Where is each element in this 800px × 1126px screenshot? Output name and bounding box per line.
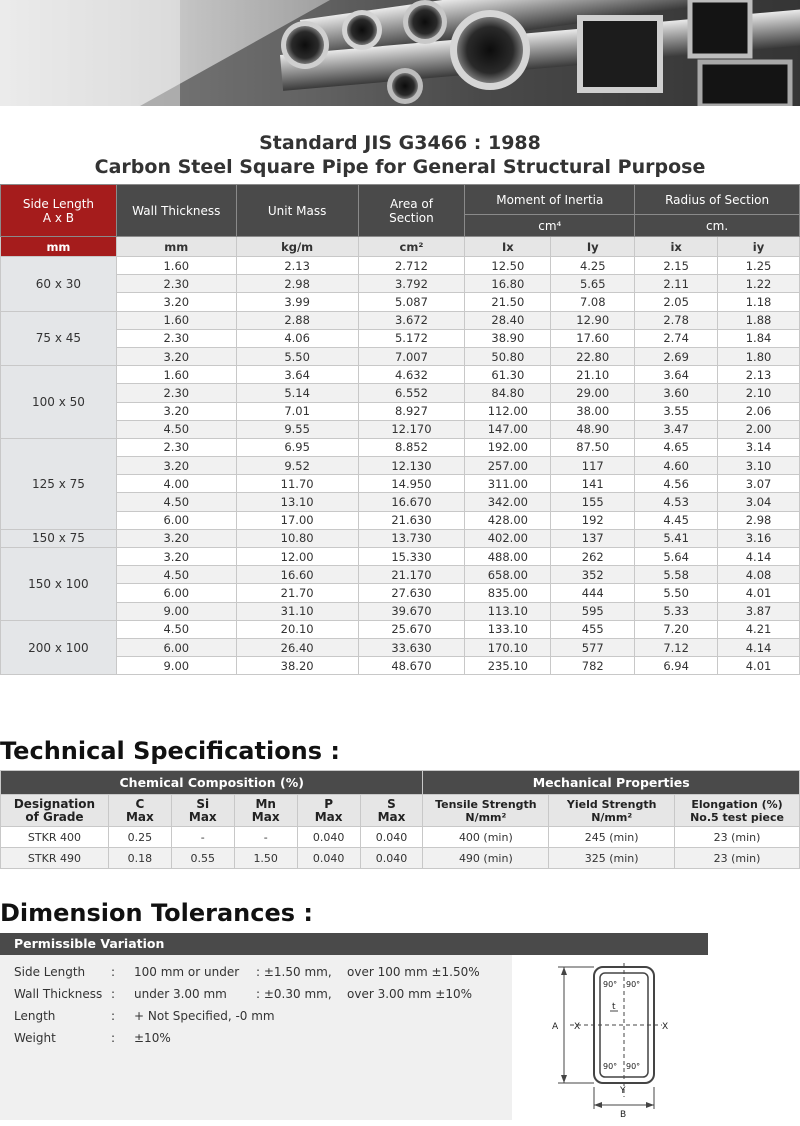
table-cell: 26.40 xyxy=(236,638,358,656)
spec-cell: 0.040 xyxy=(297,848,360,869)
table-cell: 2.30 xyxy=(116,384,236,402)
table-cell: 4.21 xyxy=(718,620,800,638)
table-cell: 3.55 xyxy=(635,402,718,420)
table-row xyxy=(1,384,800,402)
header-radius-of-section: Radius of Section xyxy=(635,185,800,215)
table-cell: 3.14 xyxy=(718,438,800,456)
table-cell: 192 xyxy=(551,511,635,529)
table-cell: 3.87 xyxy=(718,602,800,620)
tolerance-v3: over 100 mm ±1.50% xyxy=(347,965,480,979)
table-cell: 3.04 xyxy=(718,493,800,511)
table-row xyxy=(1,420,800,438)
table-cell: 4.50 xyxy=(116,420,236,438)
header-area: Area of Section xyxy=(358,185,465,237)
table-row xyxy=(1,347,800,365)
table-cell: 2.78 xyxy=(635,311,718,329)
table-cell: 342.00 xyxy=(465,493,551,511)
tolerance-v1: + Not Specified, -0 mm xyxy=(134,1009,275,1023)
table-cell: 2.10 xyxy=(718,384,800,402)
spec-table xyxy=(0,770,800,869)
table-cell: 1.22 xyxy=(718,275,800,293)
table-cell: 2.712 xyxy=(358,257,465,275)
table-row xyxy=(1,311,800,329)
table-cell: 12.50 xyxy=(465,257,551,275)
spec-cell: 0.18 xyxy=(108,848,171,869)
spec-cell: 0.55 xyxy=(171,848,234,869)
tolerance-v2: : ±0.30 mm, xyxy=(256,987,332,1001)
table-cell: 12.90 xyxy=(551,311,635,329)
spec-cell: 1.50 xyxy=(234,848,297,869)
table-cell: 7.12 xyxy=(635,638,718,656)
table-row xyxy=(1,257,800,275)
tolerance-v3: over 3.00 mm ±10% xyxy=(347,987,473,1001)
spec-cell: 0.040 xyxy=(297,827,360,848)
permissible-variation-header: Permissible Variation xyxy=(0,933,708,955)
table-cell: 2.98 xyxy=(236,275,358,293)
table-cell: 5.41 xyxy=(635,529,718,547)
table-cell: 5.50 xyxy=(635,584,718,602)
table-row xyxy=(1,529,800,547)
table-cell: 112.00 xyxy=(465,402,551,420)
table-cell: 16.670 xyxy=(358,493,465,511)
table-cell: 5.33 xyxy=(635,602,718,620)
table-row xyxy=(1,638,800,656)
tolerance-v2: : ±1.50 mm, xyxy=(256,965,332,979)
table-cell: 4.14 xyxy=(718,638,800,656)
table-cell: 658.00 xyxy=(465,566,551,584)
table-cell: 117 xyxy=(551,457,635,475)
table-cell: 21.50 xyxy=(465,293,551,311)
table-cell: 1.25 xyxy=(718,257,800,275)
table-cell: 4.50 xyxy=(116,566,236,584)
table-cell: 38.90 xyxy=(465,329,551,347)
spec-cell: 23 (min) xyxy=(675,827,800,848)
table-row xyxy=(1,275,800,293)
table-cell: 13.10 xyxy=(236,493,358,511)
table-cell: 2.11 xyxy=(635,275,718,293)
tolerance-v1: 100 mm or under xyxy=(134,965,240,979)
diagram-angle-bl: 90° xyxy=(603,1062,618,1071)
table-cell: 4.00 xyxy=(116,475,236,493)
table-cell: 4.25 xyxy=(551,257,635,275)
table-cell: 48.670 xyxy=(358,657,465,675)
table-row xyxy=(1,493,800,511)
table-cell: 4.56 xyxy=(635,475,718,493)
table-cell: 6.95 xyxy=(236,438,358,456)
table-cell: 5.64 xyxy=(635,548,718,566)
spec-cell: STKR 490 xyxy=(1,848,109,869)
table-cell: 29.00 xyxy=(551,384,635,402)
spec-column-header: Mn Max xyxy=(234,795,297,827)
unit-cell: mm xyxy=(1,237,117,257)
table-cell: 5.50 xyxy=(236,347,358,365)
tolerance-label: Length xyxy=(14,1009,56,1023)
side-length-cell: 125 x 75 xyxy=(1,438,117,529)
header-wall-thickness: Wall Thickness xyxy=(116,185,236,237)
spec-column-header: C Max xyxy=(108,795,171,827)
table-cell: 3.20 xyxy=(116,347,236,365)
spec-columns-row xyxy=(1,795,800,827)
tolerance-label: Side Length xyxy=(14,965,86,979)
table-cell: 21.70 xyxy=(236,584,358,602)
tolerance-list xyxy=(0,955,512,1120)
table-cell: 2.98 xyxy=(718,511,800,529)
table-cell: 6.00 xyxy=(116,638,236,656)
table-cell: 577 xyxy=(551,638,635,656)
unit-cell: ix xyxy=(635,237,718,257)
unit-cell: cm² xyxy=(358,237,465,257)
table-cell: 2.00 xyxy=(718,420,800,438)
side-length-cell: 200 x 100 xyxy=(1,620,117,675)
diagram-angle-br: 90° xyxy=(626,1062,641,1071)
tolerance-v1: under 3.00 mm xyxy=(134,987,227,1001)
tolerance-sep: : xyxy=(111,987,116,1001)
table-cell: 3.672 xyxy=(358,311,465,329)
table-cell: 4.01 xyxy=(718,584,800,602)
table-cell: 2.74 xyxy=(635,329,718,347)
table-cell: 595 xyxy=(551,602,635,620)
page-title: Standard JIS G3466 : 1988 xyxy=(259,132,541,154)
diagram-label-x-left: X xyxy=(574,1022,581,1032)
table-cell: 7.08 xyxy=(551,293,635,311)
spec-row xyxy=(1,827,800,848)
tolerance-sep: : xyxy=(111,965,116,979)
table-row xyxy=(1,566,800,584)
spec-cell: - xyxy=(234,827,297,848)
table-cell: 235.10 xyxy=(465,657,551,675)
table-cell: 17.00 xyxy=(236,511,358,529)
table-cell: 16.60 xyxy=(236,566,358,584)
table-cell: 1.88 xyxy=(718,311,800,329)
table-cell: 25.670 xyxy=(358,620,465,638)
table-cell: 9.00 xyxy=(116,657,236,675)
table-cell: 8.852 xyxy=(358,438,465,456)
table-cell: 782 xyxy=(551,657,635,675)
table-cell: 4.53 xyxy=(635,493,718,511)
table-cell: 262 xyxy=(551,548,635,566)
table-row xyxy=(1,402,800,420)
page-subtitle: Carbon Steel Square Pipe for General Structural Purpose xyxy=(94,156,706,178)
table-cell: 21.170 xyxy=(358,566,465,584)
table-row xyxy=(1,366,800,384)
table-cell: 3.60 xyxy=(635,384,718,402)
table-cell: 48.90 xyxy=(551,420,635,438)
table-cell: 38.00 xyxy=(551,402,635,420)
table-cell: 141 xyxy=(551,475,635,493)
table-cell: 3.99 xyxy=(236,293,358,311)
header-unit-mass: Unit Mass xyxy=(236,185,358,237)
table-cell: 5.58 xyxy=(635,566,718,584)
table-cell: 12.00 xyxy=(236,548,358,566)
table-cell: 835.00 xyxy=(465,584,551,602)
table-cell: 5.087 xyxy=(358,293,465,311)
side-length-cell: 100 x 50 xyxy=(1,366,117,439)
spec-cell: 400 (min) xyxy=(423,827,549,848)
table-cell: 3.20 xyxy=(116,457,236,475)
table-cell: 311.00 xyxy=(465,475,551,493)
diagram-label-b: B xyxy=(620,1110,627,1120)
units-row xyxy=(1,237,800,257)
table-cell: 155 xyxy=(551,493,635,511)
table-cell: 1.60 xyxy=(116,257,236,275)
spec-cell: 325 (min) xyxy=(549,848,675,869)
dimension-tolerances-heading: Dimension Tolerances : xyxy=(0,899,313,927)
spec-column-header: Yield Strength N/mm² xyxy=(549,795,675,827)
technical-specifications-heading: Technical Specifications : xyxy=(0,737,341,765)
diagram-angle-tr: 90° xyxy=(626,980,641,989)
table-cell: 5.14 xyxy=(236,384,358,402)
table-cell: 84.80 xyxy=(465,384,551,402)
square-pipe-diagram xyxy=(512,955,708,1120)
table-cell: 455 xyxy=(551,620,635,638)
side-length-cell: 60 x 30 xyxy=(1,257,117,312)
side-length-cell: 150 x 100 xyxy=(1,548,117,621)
table-cell: 444 xyxy=(551,584,635,602)
table-cell: 16.80 xyxy=(465,275,551,293)
table-cell: 4.50 xyxy=(116,620,236,638)
side-length-cell: 75 x 45 xyxy=(1,311,117,366)
table-row xyxy=(1,511,800,529)
spec-cell: 490 (min) xyxy=(423,848,549,869)
table-cell: 3.20 xyxy=(116,548,236,566)
table-cell: 488.00 xyxy=(465,548,551,566)
table-cell: 17.60 xyxy=(551,329,635,347)
table-cell: 2.06 xyxy=(718,402,800,420)
side-length-cell: 150 x 75 xyxy=(1,529,117,547)
table-cell: 4.50 xyxy=(116,493,236,511)
diagram-label-y: Y xyxy=(620,1086,626,1096)
table-cell: 1.84 xyxy=(718,329,800,347)
table-cell: 113.10 xyxy=(465,602,551,620)
table-cell: 4.65 xyxy=(635,438,718,456)
table-cell: 28.40 xyxy=(465,311,551,329)
table-cell: 4.45 xyxy=(635,511,718,529)
table-cell: 4.08 xyxy=(718,566,800,584)
spec-row xyxy=(1,848,800,869)
table-row xyxy=(1,475,800,493)
table-cell: 6.94 xyxy=(635,657,718,675)
unit-cell: mm xyxy=(116,237,236,257)
table-cell: 3.16 xyxy=(718,529,800,547)
spec-column-header: P Max xyxy=(297,795,360,827)
table-cell: 12.130 xyxy=(358,457,465,475)
unit-cell: Ix xyxy=(465,237,551,257)
table-row xyxy=(1,657,800,675)
table-cell: 3.64 xyxy=(635,366,718,384)
tolerance-v1: ±10% xyxy=(134,1031,171,1045)
table-cell: 2.30 xyxy=(116,438,236,456)
table-cell: 38.20 xyxy=(236,657,358,675)
table-cell: 61.30 xyxy=(465,366,551,384)
spec-column-header: S Max xyxy=(360,795,423,827)
table-cell: 2.69 xyxy=(635,347,718,365)
unit-cell: kg/m xyxy=(236,237,358,257)
unit-cell: iy xyxy=(718,237,800,257)
table-cell: 7.20 xyxy=(635,620,718,638)
table-cell: 3.07 xyxy=(718,475,800,493)
table-cell: 3.64 xyxy=(236,366,358,384)
spec-cell: 0.040 xyxy=(360,827,423,848)
table-cell: 402.00 xyxy=(465,529,551,547)
table-cell: 352 xyxy=(551,566,635,584)
mechanical-properties-header: Mechanical Properties xyxy=(423,771,800,795)
table-cell: 1.60 xyxy=(116,366,236,384)
table-cell: 8.927 xyxy=(358,402,465,420)
diagram-label-x-right: X xyxy=(662,1022,669,1032)
table-cell: 50.80 xyxy=(465,347,551,365)
hero-image xyxy=(0,0,800,106)
table-row xyxy=(1,620,800,638)
table-cell: 11.70 xyxy=(236,475,358,493)
table-cell: 7.01 xyxy=(236,402,358,420)
spec-cell: - xyxy=(171,827,234,848)
table-cell: 13.730 xyxy=(358,529,465,547)
spec-cell: 245 (min) xyxy=(549,827,675,848)
table-cell: 6.552 xyxy=(358,384,465,402)
tolerance-label: Weight xyxy=(14,1031,56,1045)
diagram-label-t: t xyxy=(612,1002,616,1012)
table-cell: 4.632 xyxy=(358,366,465,384)
table-cell: 4.14 xyxy=(718,548,800,566)
table-cell: 4.01 xyxy=(718,657,800,675)
table-cell: 9.52 xyxy=(236,457,358,475)
table-row xyxy=(1,457,800,475)
spec-cell: 23 (min) xyxy=(675,848,800,869)
table-cell: 170.10 xyxy=(465,638,551,656)
table-cell: 5.65 xyxy=(551,275,635,293)
table-cell: 15.330 xyxy=(358,548,465,566)
table-cell: 3.20 xyxy=(116,402,236,420)
table-cell: 1.80 xyxy=(718,347,800,365)
table-cell: 192.00 xyxy=(465,438,551,456)
table-cell: 3.792 xyxy=(358,275,465,293)
table-row xyxy=(1,293,800,311)
diagram-label-a: A xyxy=(552,1022,559,1032)
diagram-angle-tl: 90° xyxy=(603,980,618,989)
table-cell: 39.670 xyxy=(358,602,465,620)
table-cell: 2.05 xyxy=(635,293,718,311)
table-cell: 3.20 xyxy=(116,293,236,311)
table-cell: 147.00 xyxy=(465,420,551,438)
table-cell: 1.60 xyxy=(116,311,236,329)
spec-cell: 0.25 xyxy=(108,827,171,848)
table-cell: 2.13 xyxy=(236,257,358,275)
spec-column-header: Designation of Grade xyxy=(1,795,109,827)
table-cell: 3.20 xyxy=(116,529,236,547)
table-row xyxy=(1,602,800,620)
table-row xyxy=(1,584,800,602)
table-cell: 6.00 xyxy=(116,511,236,529)
table-cell: 31.10 xyxy=(236,602,358,620)
unit-cell: Iy xyxy=(551,237,635,257)
table-cell: 428.00 xyxy=(465,511,551,529)
tolerance-sep: : xyxy=(111,1009,116,1023)
table-cell: 137 xyxy=(551,529,635,547)
header-moment-unit: cm⁴ xyxy=(465,215,635,237)
table-cell: 1.18 xyxy=(718,293,800,311)
table-cell: 2.30 xyxy=(116,329,236,347)
table-cell: 21.10 xyxy=(551,366,635,384)
table-cell: 5.172 xyxy=(358,329,465,347)
spec-cell: STKR 400 xyxy=(1,827,109,848)
table-cell: 2.15 xyxy=(635,257,718,275)
table-cell: 14.950 xyxy=(358,475,465,493)
table-cell: 4.60 xyxy=(635,457,718,475)
spec-column-header: Tensile Strength N/mm² xyxy=(423,795,549,827)
tolerance-sep: : xyxy=(111,1031,116,1045)
table-cell: 2.13 xyxy=(718,366,800,384)
chemical-composition-header: Chemical Composition (%) xyxy=(1,771,423,795)
table-cell: 2.30 xyxy=(116,275,236,293)
table-cell: 9.55 xyxy=(236,420,358,438)
table-cell: 2.88 xyxy=(236,311,358,329)
table-cell: 12.170 xyxy=(358,420,465,438)
table-cell: 9.00 xyxy=(116,602,236,620)
table-cell: 133.10 xyxy=(465,620,551,638)
table-row xyxy=(1,329,800,347)
table-cell: 6.00 xyxy=(116,584,236,602)
table-cell: 3.10 xyxy=(718,457,800,475)
header-moment-of-inertia: Moment of Inertia xyxy=(465,185,635,215)
table-row xyxy=(1,438,800,456)
table-cell: 87.50 xyxy=(551,438,635,456)
table-cell: 33.630 xyxy=(358,638,465,656)
table-cell: 3.47 xyxy=(635,420,718,438)
table-cell: 257.00 xyxy=(465,457,551,475)
tolerance-label: Wall Thickness xyxy=(14,987,103,1001)
table-cell: 10.80 xyxy=(236,529,358,547)
table-cell: 21.630 xyxy=(358,511,465,529)
spec-column-header: Elongation (%) No.5 test piece xyxy=(675,795,800,827)
table-row xyxy=(1,548,800,566)
table-cell: 7.007 xyxy=(358,347,465,365)
steel-pipes-illustration xyxy=(0,0,800,106)
header-side-length: Side Length A x B xyxy=(1,185,117,237)
dimensions-table xyxy=(0,184,800,675)
spec-cell: 0.040 xyxy=(360,848,423,869)
table-cell: 20.10 xyxy=(236,620,358,638)
table-cell: 22.80 xyxy=(551,347,635,365)
table-cell: 4.06 xyxy=(236,329,358,347)
header-radius-unit: cm. xyxy=(635,215,800,237)
spec-column-header: Si Max xyxy=(171,795,234,827)
table-cell: 27.630 xyxy=(358,584,465,602)
